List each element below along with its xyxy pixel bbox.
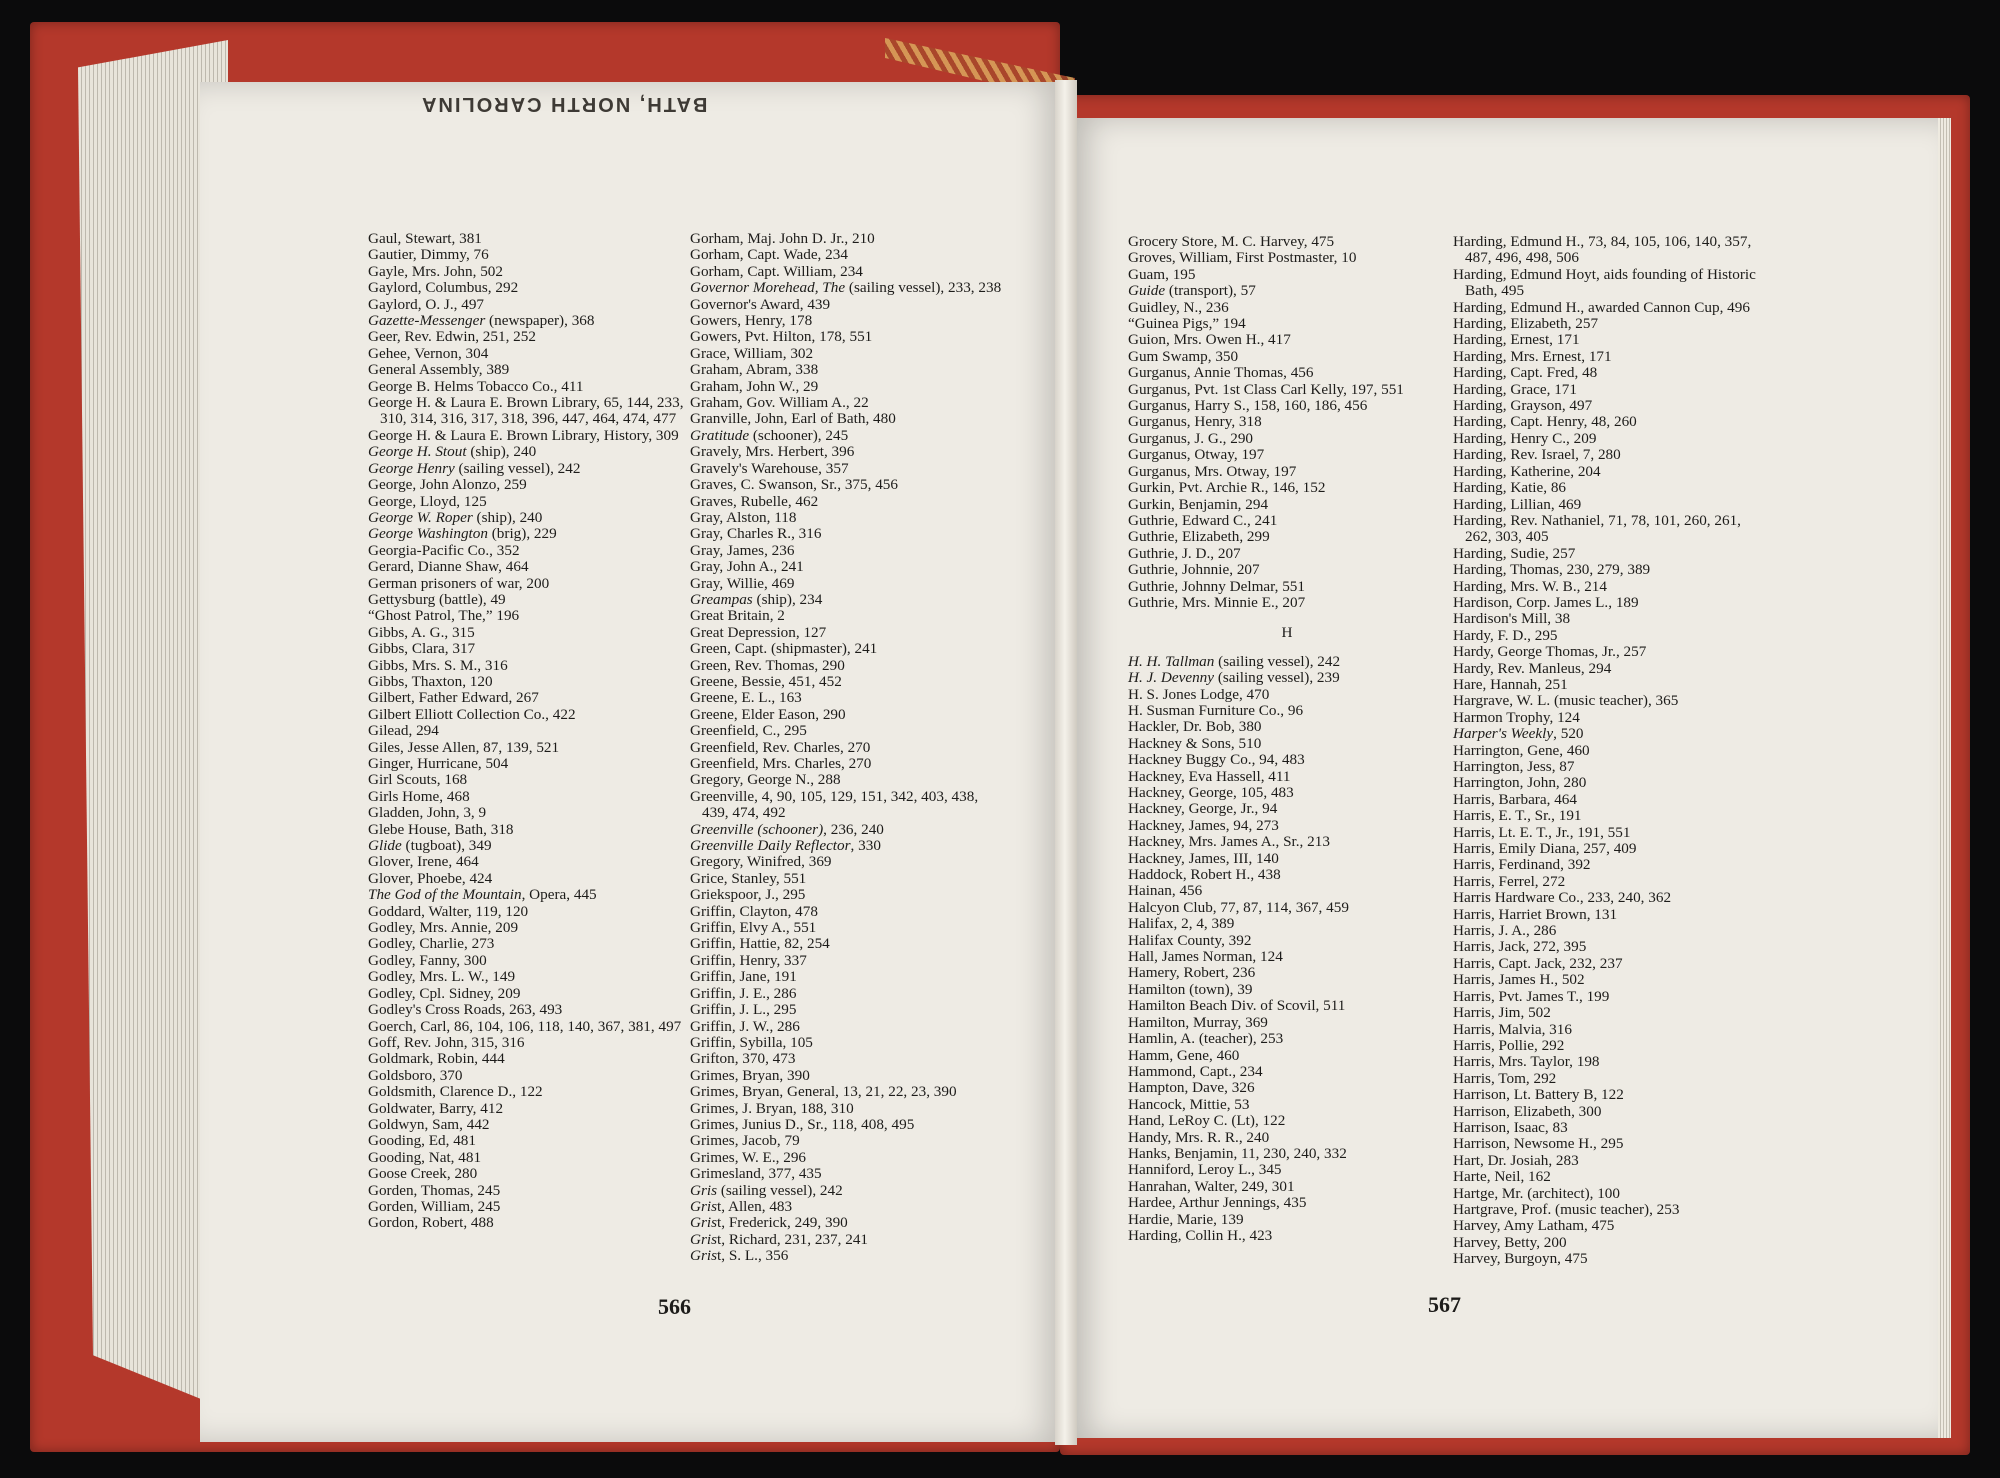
- index-entry: Griffin, Clayton, 478: [690, 902, 818, 920]
- index-entry: Harris Hardware Co., 233, 240, 362: [1453, 889, 1672, 907]
- index-entry: Grace, William, 302: [690, 344, 814, 362]
- index-entry: Greenfield, C., 295: [690, 722, 807, 740]
- index-entry: Goose Creek, 280: [368, 1165, 478, 1183]
- index-entry: H. J. Devenny (sailing vessel), 239: [1128, 669, 1340, 687]
- index-entry: Gibbs, A. G., 315: [368, 623, 475, 641]
- index-entry: Hargrave, W. L. (music teacher), 365: [1453, 692, 1679, 710]
- index-entry: Guthrie, Mrs. Minnie E., 207: [1128, 593, 1306, 611]
- index-entry: Hainan, 456: [1128, 882, 1203, 900]
- index-entry: Handy, Mrs. R. R., 240: [1128, 1128, 1270, 1146]
- index-entry: Grist, Frederick, 249, 390: [690, 1214, 848, 1232]
- index-entry: Goldsmith, Clarence D., 122: [368, 1083, 543, 1101]
- index-entry: Harding, Mrs. Ernest, 171: [1453, 347, 1612, 365]
- index-entry: Harris, Jack, 272, 395: [1453, 938, 1587, 956]
- index-entry: Greenville Daily Reflector, 330: [690, 837, 881, 855]
- index-entry: Gilead, 294: [368, 722, 439, 740]
- index-entry: Gerard, Dianne Shaw, 464: [368, 558, 529, 576]
- index-entry: Gregory, George N., 288: [690, 771, 841, 789]
- index-entry: Harding, Elizabeth, 257: [1453, 315, 1599, 333]
- index-entry: George, Lloyd, 125: [368, 492, 487, 510]
- index-entry: Hardy, George Thomas, Jr., 257: [1453, 643, 1647, 661]
- index-entry: Grist, S. L., 356: [690, 1247, 789, 1265]
- index-entry: Harris, E. T., Sr., 191: [1453, 807, 1582, 825]
- index-entry: Grice, Stanley, 551: [690, 869, 807, 887]
- index-entry: H. Susman Furniture Co., 96: [1128, 701, 1304, 719]
- index-entry: Guion, Mrs. Owen H., 417: [1128, 331, 1291, 349]
- index-entry: Grist, Richard, 231, 237, 241: [690, 1230, 869, 1248]
- index-entry: Hanrahan, Walter, 249, 301: [1128, 1177, 1295, 1195]
- index-entry: Gratitude (schooner), 245: [690, 426, 849, 444]
- index-entry: Guam, 195: [1128, 265, 1196, 283]
- index-entry: Hanks, Benjamin, 11, 230, 240, 332: [1128, 1144, 1347, 1162]
- index-entry: Godley, Mrs. L. W., 149: [368, 968, 516, 986]
- index-entry: Gray, John A., 241: [690, 558, 804, 576]
- index-entry: Gowers, Pvt. Hilton, 178, 551: [690, 328, 873, 346]
- index-entry: Gurganus, Henry, 318: [1128, 413, 1262, 431]
- index-column-right-1: [1128, 234, 1446, 1244]
- index-entry: Guthrie, Johnnie, 207: [1128, 561, 1260, 579]
- index-entry: Harris, Harriet Brown, 131: [1453, 905, 1618, 923]
- index-entry: Griffin, J. W., 286: [690, 1017, 800, 1035]
- index-entry: Halcyon Club, 77, 87, 114, 367, 459: [1128, 898, 1349, 916]
- index-entry: Hamilton (town), 39: [1128, 980, 1253, 998]
- index-entry: Harding, Ernest, 171: [1453, 331, 1580, 349]
- index-entry: Guthrie, Edward C., 241: [1128, 511, 1278, 529]
- index-entry: Harding, Collin H., 423: [1128, 1226, 1273, 1244]
- index-entry: Gray, Alston, 118: [690, 508, 797, 526]
- index-entry: Harris, Jim, 502: [1453, 1004, 1551, 1022]
- index-entry: Gorden, William, 245: [368, 1197, 501, 1215]
- index-entry: Goldwyn, Sam, 442: [368, 1115, 490, 1133]
- index-entry: Graham, Gov. William A., 22: [690, 394, 869, 412]
- index-entry: Harding, Henry C., 209: [1453, 429, 1597, 447]
- index-entry: Grist, Allen, 483: [690, 1197, 793, 1215]
- index-entry: Gaul, Stewart, 381: [368, 230, 482, 247]
- index-entry: Harris, Malvia, 316: [1453, 1020, 1572, 1038]
- index-entry: Gooding, Nat, 481: [368, 1148, 482, 1166]
- index-entry: Gilbert Elliott Collection Co., 422: [368, 705, 576, 723]
- index-entry: Harding, Thomas, 230, 279, 389: [1453, 561, 1651, 579]
- index-entry: Hartgrave, Prof. (music teacher), 253: [1453, 1200, 1680, 1218]
- index-entry: Harris, Ferrel, 272: [1453, 872, 1566, 890]
- index-entry: Goff, Rev. John, 315, 316: [368, 1033, 525, 1051]
- index-entry: Hamm, Gene, 460: [1128, 1046, 1240, 1064]
- index-entry: Hardie, Marie, 139: [1128, 1210, 1244, 1228]
- index-entry: Gladden, John, 3, 9: [368, 804, 487, 822]
- index-entry: George Henry (sailing vessel), 242: [368, 459, 581, 477]
- index-entry: Harris, Lt. E. T., Jr., 191, 551: [1453, 823, 1631, 841]
- index-entry: Gooding, Ed, 481: [368, 1132, 476, 1150]
- index-entry: Grimesland, 377, 435: [690, 1165, 822, 1183]
- index-entry: Harrington, Jess, 87: [1453, 758, 1575, 775]
- index-entry: Gayle, Mrs. John, 502: [368, 262, 503, 280]
- index-entry: Goerch, Carl, 86, 104, 106, 118, 140, 367, 381, 497: [368, 1017, 682, 1035]
- index-entry: Grimes, W. E., 296: [690, 1148, 807, 1166]
- index-entry: George H. & Laura E. Brown Library, 65, 144, 233, 310, 314, 316, 317, 318, 396, 447, 464, 474, 477: [368, 394, 684, 428]
- index-entry: George B. Helms Tobacco Co., 411: [368, 377, 584, 395]
- index-entry: Hart, Dr. Josiah, 283: [1453, 1151, 1579, 1169]
- index-entry: Gum Swamp, 350: [1128, 347, 1239, 365]
- index-entry: Graham, John W., 29: [690, 377, 819, 395]
- index-entry: George Washington (brig), 229: [368, 525, 557, 543]
- index-entry: Geer, Rev. Edwin, 251, 252: [368, 328, 536, 346]
- index-entry: Gorham, Maj. John D. Jr., 210: [690, 230, 875, 247]
- index-entry: Hamilton Beach Div. of Scovil, 511: [1128, 997, 1346, 1015]
- index-entry: Glide (tugboat), 349: [368, 837, 492, 855]
- index-entry: Grimes, Bryan, 390: [690, 1066, 810, 1084]
- index-entry: Gordon, Robert, 488: [368, 1214, 494, 1232]
- index-entry: Hackney & Sons, 510: [1128, 734, 1262, 752]
- index-entry: Great Britain, 2: [690, 607, 785, 625]
- index-entry: Governor Morehead, The (sailing vessel), 233, 238: [690, 279, 1002, 297]
- index-entry: Harding, Rev. Nathaniel, 71, 78, 101, 260, 261, 262, 303, 405: [1453, 511, 1741, 546]
- index-entry: Guide (transport), 57: [1128, 282, 1256, 300]
- index-entry: Greene, Bessie, 451, 452: [690, 672, 842, 690]
- index-entry: Greenfield, Mrs. Charles, 270: [690, 755, 872, 772]
- section-letter-h: H: [1281, 624, 1293, 642]
- index-entry: Goddard, Walter, 119, 120: [368, 902, 529, 920]
- index-entry: Grimes, J. Bryan, 188, 310: [690, 1099, 854, 1117]
- index-entry: Guthrie, J. D., 207: [1128, 544, 1241, 562]
- index-entry: Harding, Katherine, 204: [1453, 462, 1601, 480]
- index-entry: Greenfield, Rev. Charles, 270: [690, 738, 871, 756]
- index-entry: Gurganus, J. G., 290: [1128, 429, 1254, 447]
- index-entry: Gazette-Messenger (newspaper), 368: [368, 312, 595, 330]
- index-entry: Haddock, Robert H., 438: [1128, 866, 1281, 884]
- index-entry: Harrington, John, 280: [1453, 774, 1587, 792]
- index-entry: Hamilton, Murray, 369: [1128, 1013, 1268, 1031]
- index-entry: Griffin, Hattie, 82, 254: [690, 935, 830, 953]
- index-entry: Gibbs, Clara, 317: [368, 640, 476, 658]
- index-entry: Gettysburg (battle), 49: [368, 590, 506, 608]
- index-entry: Goldmark, Robin, 444: [368, 1050, 505, 1068]
- index-entry: Georgia-Pacific Co., 352: [368, 541, 520, 559]
- index-entry: Griffin, Henry, 337: [690, 951, 807, 969]
- index-entry: Harding, Lillian, 469: [1453, 495, 1582, 513]
- index-entry: Harris, Barbara, 464: [1453, 790, 1577, 808]
- index-entry: The God of the Mountain, Opera, 445: [368, 886, 597, 904]
- index-column-left-2: [690, 231, 1008, 1265]
- book-gutter: [1055, 80, 1077, 1445]
- index-entry: Hancock, Mittie, 53: [1128, 1095, 1250, 1113]
- index-entry: Graves, Rubelle, 462: [690, 492, 819, 510]
- index-entry: Gowers, Henry, 178: [690, 312, 813, 330]
- index-entry: Hamlin, A. (teacher), 253: [1128, 1030, 1284, 1048]
- index-entry: Greene, E. L., 163: [690, 689, 802, 707]
- index-entry: Harte, Neil, 162: [1453, 1168, 1551, 1186]
- index-entry: Guthrie, Elizabeth, 299: [1128, 528, 1270, 546]
- index-entry: Hackney, James, 94, 273: [1128, 816, 1279, 834]
- index-entry: Gaylord, Columbus, 292: [368, 279, 519, 297]
- index-entry: Gravely, Mrs. Herbert, 396: [690, 443, 855, 461]
- index-entry: Gorden, Thomas, 245: [368, 1181, 501, 1199]
- index-entry: “Ghost Patrol, The,” 196: [368, 607, 520, 625]
- index-entry: Gurganus, Otway, 197: [1128, 446, 1265, 464]
- index-entry: Hardee, Arthur Jennings, 435: [1128, 1194, 1307, 1212]
- index-entry: German prisoners of war, 200: [368, 574, 550, 592]
- index-entry: Harris, Tom, 292: [1453, 1069, 1557, 1087]
- index-entry: Hand, LeRoy C. (Lt), 122: [1128, 1112, 1286, 1130]
- index-entry: Glebe House, Bath, 318: [368, 820, 514, 838]
- page-number-left: 566: [658, 1294, 691, 1319]
- index-entry: General Assembly, 389: [368, 361, 510, 379]
- index-entry: Hackney Buggy Co., 94, 483: [1128, 751, 1305, 769]
- index-entry: Hall, James Norman, 124: [1128, 948, 1283, 966]
- index-entry: Grocery Store, M. C. Harvey, 475: [1128, 233, 1335, 250]
- index-entry: Gorham, Capt. William, 234: [690, 262, 863, 280]
- index-entry: Hammond, Capt., 234: [1128, 1062, 1263, 1080]
- index-entry: Greenville, 4, 90, 105, 129, 151, 342, 403, 438, 439, 474, 492: [690, 787, 979, 822]
- index-entry: Groves, William, First Postmaster, 10: [1128, 249, 1357, 267]
- index-entry: Goldwater, Barry, 412: [368, 1099, 504, 1117]
- index-entry: Gibbs, Mrs. S. M., 316: [368, 656, 508, 674]
- index-entry: Greene, Elder Eason, 290: [690, 705, 846, 723]
- index-entry: Harris, Mrs. Taylor, 198: [1453, 1053, 1600, 1071]
- index-entry: Greampas (ship), 234: [690, 590, 823, 608]
- index-entry: Gray, Willie, 469: [690, 574, 795, 592]
- index-entry: Harding, Sudie, 257: [1453, 544, 1576, 562]
- index-entry: Harris, James H., 502: [1453, 971, 1585, 989]
- index-entry: Harrison, Isaac, 83: [1453, 1118, 1568, 1136]
- index-entry: Godley's Cross Roads, 263, 493: [368, 1001, 563, 1019]
- index-entry: Harding, Mrs. W. B., 214: [1453, 577, 1607, 595]
- index-entry: Harding, Capt. Fred, 48: [1453, 364, 1598, 382]
- index-entry: Gurganus, Mrs. Otway, 197: [1128, 462, 1297, 480]
- index-entry: Goldsboro, 370: [368, 1066, 463, 1084]
- index-list-h: [1128, 654, 1446, 1245]
- index-entry: Hackney, Mrs. James A., Sr., 213: [1128, 833, 1330, 851]
- index-entry: Harding, Rev. Israel, 7, 280: [1453, 446, 1621, 464]
- index-entry: Grimes, Jacob, 79: [690, 1132, 800, 1150]
- index-entry: Gaylord, O. J., 497: [368, 295, 485, 313]
- index-entry: Ginger, Hurricane, 504: [368, 755, 509, 772]
- index-entry: Hamery, Robert, 236: [1128, 964, 1256, 982]
- index-column-right-2: [1453, 234, 1771, 1268]
- index-entry: Gris (sailing vessel), 242: [690, 1181, 843, 1199]
- index-entry: Hanniford, Leroy L., 345: [1128, 1161, 1282, 1179]
- index-entry: Griffin, Elvy A., 551: [690, 919, 817, 937]
- index-column-left-1: [368, 231, 686, 1232]
- index-entry: George, John Alonzo, 259: [368, 476, 527, 494]
- index-entry: Griffin, J. E., 286: [690, 984, 797, 1002]
- index-entry: Harrison, Elizabeth, 300: [1453, 1102, 1602, 1120]
- index-entry: “Guinea Pigs,” 194: [1128, 315, 1246, 333]
- index-entry: Great Depression, 127: [690, 623, 827, 641]
- index-entry: Hackney, George, Jr., 94: [1128, 800, 1278, 818]
- index-entry: Harding, Katie, 86: [1453, 479, 1567, 497]
- index-entry: Gilbert, Father Edward, 267: [368, 689, 539, 707]
- index-entry: Gurkin, Benjamin, 294: [1128, 495, 1269, 513]
- index-entry: Harris, Capt. Jack, 232, 237: [1453, 954, 1623, 972]
- index-entry: Harding, Edmund H., 73, 84, 105, 106, 140, 357, 487, 496, 498, 506: [1453, 233, 1752, 267]
- index-entry: Hare, Hannah, 251: [1453, 675, 1568, 693]
- index-entry: Godley, Fanny, 300: [368, 951, 487, 969]
- index-entry: H. H. Tallman (sailing vessel), 242: [1128, 652, 1341, 670]
- index-entry: Gautier, Dimmy, 76: [368, 246, 489, 264]
- index-entry: Griffin, Sybilla, 105: [690, 1033, 813, 1051]
- index-entry: Glover, Irene, 464: [368, 853, 479, 871]
- index-entry: Gibbs, Thaxton, 120: [368, 672, 493, 690]
- index-entry: Harrison, Newsome H., 295: [1453, 1135, 1624, 1153]
- index-entry: Gurganus, Annie Thomas, 456: [1128, 364, 1314, 382]
- index-entry: Green, Rev. Thomas, 290: [690, 656, 845, 674]
- index-entry: Gehee, Vernon, 304: [368, 344, 489, 362]
- index-entry: Godley, Charlie, 273: [368, 935, 495, 953]
- index-entry: Godley, Mrs. Annie, 209: [368, 919, 519, 937]
- index-entry: Governor's Award, 439: [690, 295, 831, 313]
- index-entry: Graves, C. Swanson, Sr., 375, 456: [690, 476, 898, 494]
- index-entry: Griekspoor, J., 295: [690, 886, 806, 904]
- index-entry: Harris, Ferdinand, 392: [1453, 856, 1591, 874]
- index-entry: Hardy, F. D., 295: [1453, 626, 1558, 644]
- index-entry: Hackney, George, 105, 483: [1128, 784, 1294, 801]
- index-entry: Girls Home, 468: [368, 787, 470, 805]
- index-entry: Hackney, Eva Hassell, 411: [1128, 767, 1291, 785]
- index-entry: George H. & Laura E. Brown Library, History, 309: [368, 426, 679, 444]
- index-entry: Griffin, J. L., 295: [690, 1001, 797, 1019]
- index-entry: Granville, John, Earl of Bath, 480: [690, 410, 896, 428]
- index-entry: Harris, J. A., 286: [1453, 922, 1557, 940]
- index-entry: Harvey, Burgoyn, 475: [1453, 1250, 1588, 1268]
- index-entry: Grimes, Bryan, General, 13, 21, 22, 23, 390: [690, 1083, 957, 1101]
- index-entry: H. S. Jones Lodge, 470: [1128, 685, 1270, 703]
- index-entry: George H. Stout (ship), 240: [368, 443, 537, 461]
- index-entry: Gurganus, Harry S., 158, 160, 186, 456: [1128, 397, 1368, 415]
- index-entry: Guidley, N., 236: [1128, 298, 1229, 316]
- index-entry: Gray, Charles R., 316: [690, 525, 822, 543]
- index-entry: Guthrie, Johnny Delmar, 551: [1128, 577, 1305, 595]
- page-number-right: 567: [1428, 1292, 1461, 1317]
- index-entry: Harrington, Gene, 460: [1453, 741, 1590, 759]
- index-entry: George W. Roper (ship), 240: [368, 508, 543, 526]
- index-entry: Harmon Trophy, 124: [1453, 708, 1580, 726]
- index-entry: Harris, Pollie, 292: [1453, 1036, 1565, 1054]
- index-entry: Hackney, James, III, 140: [1128, 849, 1279, 867]
- index-entry: Hackler, Dr. Bob, 380: [1128, 718, 1262, 736]
- index-entry: Girl Scouts, 168: [368, 771, 468, 789]
- index-entry: Graham, Abram, 338: [690, 361, 819, 379]
- index-entry: Gravely's Warehouse, 357: [690, 459, 849, 477]
- index-entry: Harding, Grace, 171: [1453, 380, 1577, 398]
- index-entry: Gurganus, Pvt. 1st Class Carl Kelly, 197, 551: [1128, 380, 1404, 398]
- index-entry: Hartge, Mr. (architect), 100: [1453, 1184, 1620, 1202]
- index-entry: Harris, Emily Diana, 257, 409: [1453, 840, 1637, 858]
- index-entry: Harding, Edmund Hoyt, aids founding of Historic Bath, 495: [1453, 265, 1756, 300]
- index-entry: Halifax County, 392: [1128, 931, 1252, 949]
- index-entry: Gray, James, 236: [690, 541, 795, 559]
- index-entry: Greenville (schooner), 236, 240: [690, 820, 884, 838]
- index-entry: Gorham, Capt. Wade, 234: [690, 246, 848, 264]
- index-entry: Harding, Edmund H., awarded Cannon Cup, 496: [1453, 298, 1750, 316]
- index-entry: Harding, Grayson, 497: [1453, 397, 1593, 415]
- index-entry: Grifton, 370, 473: [690, 1050, 796, 1068]
- index-entry: Harvey, Amy Latham, 475: [1453, 1217, 1615, 1235]
- index-entry: Hardison, Corp. James L., 189: [1453, 593, 1639, 611]
- index-entry: Harvey, Betty, 200: [1453, 1233, 1567, 1251]
- index-entry: Halifax, 2, 4, 389: [1128, 915, 1235, 933]
- index-entry: Hardison's Mill, 38: [1453, 610, 1571, 628]
- index-entry: Hampton, Dave, 326: [1128, 1079, 1255, 1097]
- index-entry: Grimes, Junius D., Sr., 118, 408, 495: [690, 1115, 915, 1133]
- index-entry: Harrison, Lt. Battery B, 122: [1453, 1086, 1624, 1104]
- index-entry: Hardy, Rev. Manleus, 294: [1453, 659, 1612, 677]
- index-entry: Godley, Cpl. Sidney, 209: [368, 984, 521, 1002]
- index-list-g: [1128, 234, 1446, 611]
- index-entry: Harding, Capt. Henry, 48, 260: [1453, 413, 1637, 431]
- index-entry: Harris, Pvt. James T., 199: [1453, 987, 1610, 1005]
- index-entry: Griffin, Jane, 191: [690, 968, 797, 986]
- index-entry: Green, Capt. (shipmaster), 241: [690, 640, 878, 658]
- index-entry: Giles, Jesse Allen, 87, 139, 521: [368, 738, 560, 756]
- index-entry: Gregory, Winifred, 369: [690, 853, 832, 871]
- bleed-through-text: BATH, NORTH CAROLINA: [420, 93, 708, 115]
- index-entry: Harper's Weekly, 520: [1453, 725, 1584, 743]
- index-entry: Glover, Phoebe, 424: [368, 869, 493, 887]
- index-entry: Gurkin, Pvt. Archie R., 146, 152: [1128, 479, 1326, 497]
